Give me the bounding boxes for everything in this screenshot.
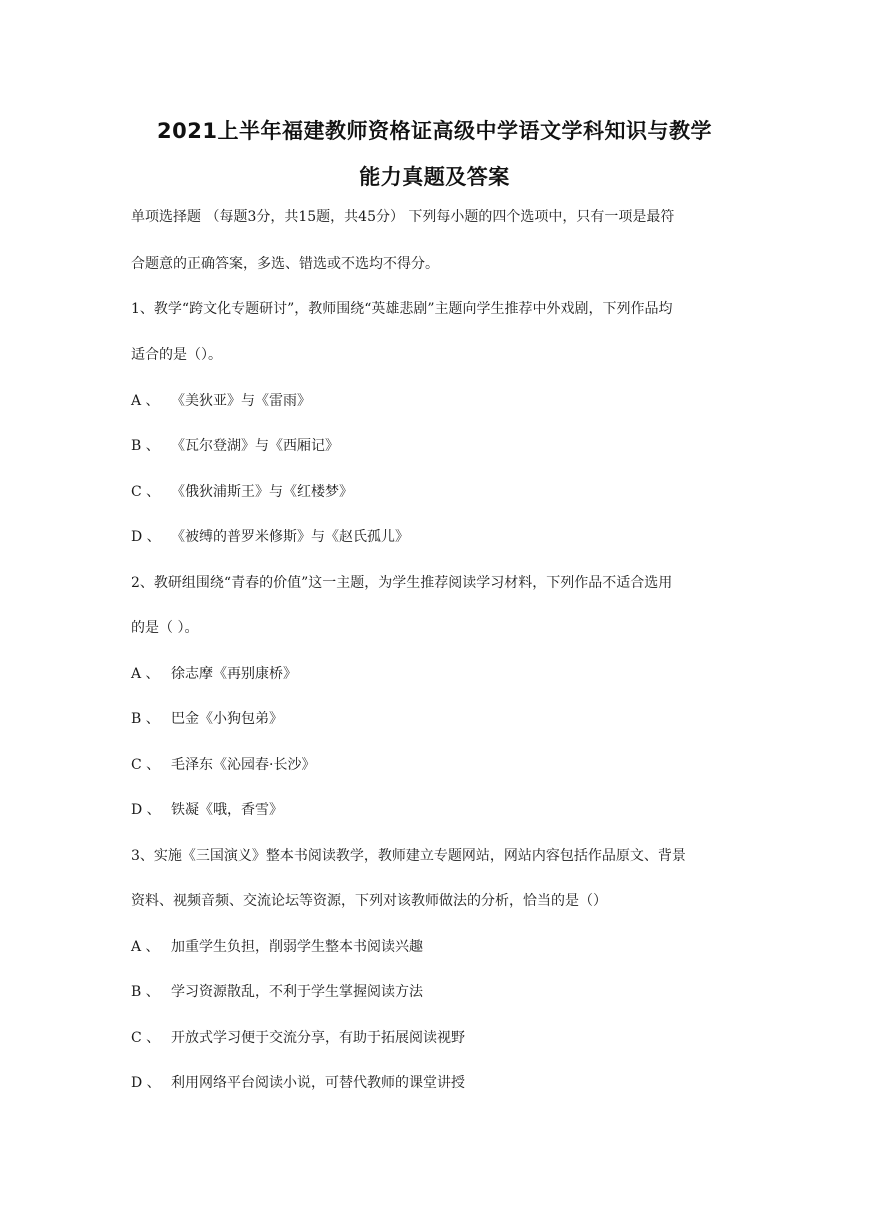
option-letter: B 、 [131,438,160,454]
option-letter: B 、 [131,984,160,1000]
option-text: 《俄狄浦斯王》与《红楼梦》 [171,484,353,500]
option-letter: C 、 [131,1030,161,1046]
question-2-option-b [131,709,283,729]
option-text: 开放式学习便于交流分享，有助于拓展阅读视野 [171,1030,465,1046]
option-text: 《瓦尔登湖》与《西厢记》 [171,438,339,454]
option-letter: D 、 [131,802,161,818]
option-letter: A 、 [131,939,160,955]
option-text: 学习资源散乱，不利于学生掌握阅读方法 [171,984,423,1000]
option-letter: A 、 [131,666,160,682]
question-3-option-a [131,937,423,957]
option-text: 铁凝《哦，香雪》 [171,802,283,818]
question-3-option-b [131,982,423,1002]
option-text: 《被缚的普罗米修斯》与《赵氏孤儿》 [171,529,409,545]
question-3-option-c [131,1028,465,1048]
question-2-stem-line-1: 2、教研组围绕“青春的价值”这一主题，为学生推荐阅读学习材料，下列作品不适合选用 [131,575,673,591]
question-3-stem-line-2: 资料、视频音频、交流论坛等资源，下列对该教师做法的分析，恰当的是（） [131,893,607,909]
question-1-option-d [131,527,409,547]
option-text: 加重学生负担，削弱学生整本书阅读兴趣 [171,939,423,955]
option-text: 利用网络平台阅读小说，可替代教师的课堂讲授 [171,1075,465,1091]
question-2-option-d [131,800,283,820]
question-1-option-c [131,482,353,502]
option-letter: D 、 [131,1075,161,1091]
instructions-line-1: 单项选择题 （每题3分，共15题，共45分） 下列每小题的四个选项中，只有一项是最符 [131,209,675,225]
document-title-line-1: 2021上半年福建教师资格证高级中学语文学科知识与教学 [157,119,712,143]
document-title-line-2: 能力真题及答案 [359,165,510,189]
option-text: 《美狄亚》与《雷雨》 [171,393,311,409]
option-letter: B 、 [131,711,160,727]
question-3-stem-line-1: 3、实施《三国演义》整本书阅读教学，教师建立专题网站，网站内容包括作品原文、背景 [131,848,686,864]
instructions-line-2: 合题意的正确答案，多选、错选或不选均不得分。 [131,256,439,272]
question-3-option-d [131,1073,465,1093]
option-text: 毛泽东《沁园春·长沙》 [171,757,316,773]
option-letter: C 、 [131,484,161,500]
option-letter: C 、 [131,757,161,773]
option-letter: D 、 [131,529,161,545]
question-2-option-c [131,755,315,775]
question-1-stem-line-2: 适合的是（）。 [131,347,222,363]
question-1-option-a [131,391,311,411]
option-text: 巴金《小狗包弟》 [171,711,283,727]
question-1-stem-line-1: 1、教学“跨文化专题研讨”，教师围绕“英雄悲剧”主题向学生推荐中外戏剧，下列作品均 [131,301,673,317]
question-2-option-a [131,664,297,684]
question-2-stem-line-2: 的是（ ）。 [131,620,199,636]
option-letter: A 、 [131,393,160,409]
option-text: 徐志摩《再别康桥》 [171,666,297,682]
question-1-option-b [131,436,339,456]
